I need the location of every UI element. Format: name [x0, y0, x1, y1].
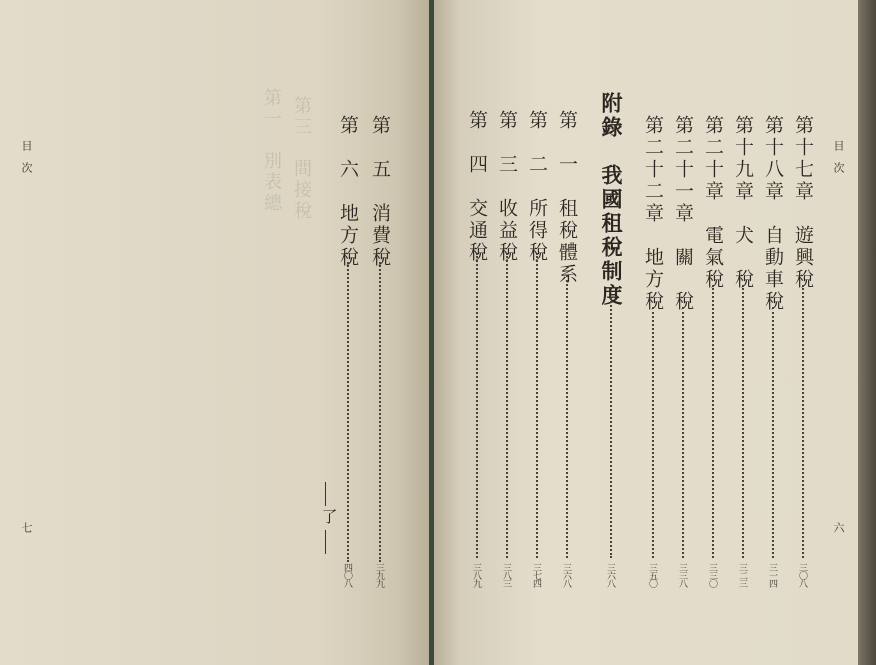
toc-entry-title: 第二十二章 地方稅: [642, 115, 664, 313]
toc-entry-title: 附錄 我國租稅制度: [599, 92, 624, 308]
page-number: 三〇八: [797, 563, 807, 587]
leader-dots: [536, 253, 538, 558]
toc-entry-title: 第十七章 遊興稅: [792, 115, 814, 291]
page-number: 三三八: [677, 563, 687, 587]
left-page: [0, 0, 430, 665]
leader-dots: [347, 262, 349, 562]
leader-dots: [476, 253, 478, 558]
toc-entry[interactable]: [367, 115, 394, 269]
end-mark: 了: [319, 508, 338, 524]
page-number: 三八三: [501, 563, 511, 587]
toc-entry[interactable]: [554, 110, 581, 286]
toc-entry-title: 第十八章 自動車稅: [762, 115, 784, 313]
leader-dots: [802, 285, 804, 558]
page-number: 三九九: [374, 563, 384, 587]
leader-dots: [772, 307, 774, 558]
toc-entry[interactable]: [790, 115, 817, 291]
end-dash-bottom: [325, 530, 326, 554]
toc-entry[interactable]: [760, 115, 787, 313]
leader-dots: [712, 285, 714, 558]
page-number: 三五〇: [647, 563, 657, 587]
toc-entry-appendix[interactable]: [596, 92, 626, 308]
toc-entry-title: 第 五 消費稅: [369, 115, 391, 269]
leader-dots: [379, 262, 381, 562]
toc-entry-title: 第 六 地方稅: [337, 115, 359, 269]
show-through-text: 第三 間接稅: [291, 96, 312, 222]
page-number: 三一四: [767, 563, 777, 587]
right-page: [434, 0, 858, 665]
toc-entry-title: 第 二 所得稅: [526, 110, 548, 264]
running-head-right: 目 次: [832, 140, 845, 173]
toc-entry[interactable]: [494, 110, 521, 264]
toc-entry[interactable]: [524, 110, 551, 264]
page-number: 三六八: [605, 563, 615, 587]
toc-entry-title: 第二十一章 關 稅: [672, 115, 694, 313]
toc-entry[interactable]: [670, 115, 697, 313]
page-number: 三六八: [561, 563, 571, 587]
toc-entry-title: 第二十章 電氣稅: [702, 115, 724, 291]
leader-dots: [506, 253, 508, 558]
toc-entry-title: 第 四 交通稅: [466, 110, 488, 264]
page-number: 三七四: [531, 563, 541, 587]
leader-dots: [742, 285, 744, 558]
page-number: 三二三: [737, 563, 747, 587]
folio-left: 七: [20, 522, 33, 533]
toc-entry[interactable]: [464, 110, 491, 264]
toc-entry[interactable]: [335, 115, 362, 269]
toc-entry-title: 第十九章 犬 稅: [732, 115, 754, 291]
toc-entry[interactable]: [640, 115, 667, 313]
book-edge: [858, 0, 876, 665]
running-head-left: 目 次: [20, 140, 33, 173]
toc-entry-title: 第 一 租稅體系: [556, 110, 578, 286]
leader-dots: [566, 275, 568, 558]
folio-right: 六: [832, 522, 845, 533]
toc-entry[interactable]: [730, 115, 757, 291]
page-number: 三三〇: [707, 563, 717, 587]
page-number: 三八九: [471, 563, 481, 587]
toc-entry-title: 第 三 收益稅: [496, 110, 518, 264]
end-dash-top: [325, 482, 326, 506]
leader-dots: [610, 298, 612, 558]
leader-dots: [652, 307, 654, 558]
leader-dots: [682, 307, 684, 558]
page-number: 四〇八: [342, 563, 352, 587]
toc-entry[interactable]: [700, 115, 727, 291]
show-through-text: 第一 別表總: [261, 88, 282, 214]
